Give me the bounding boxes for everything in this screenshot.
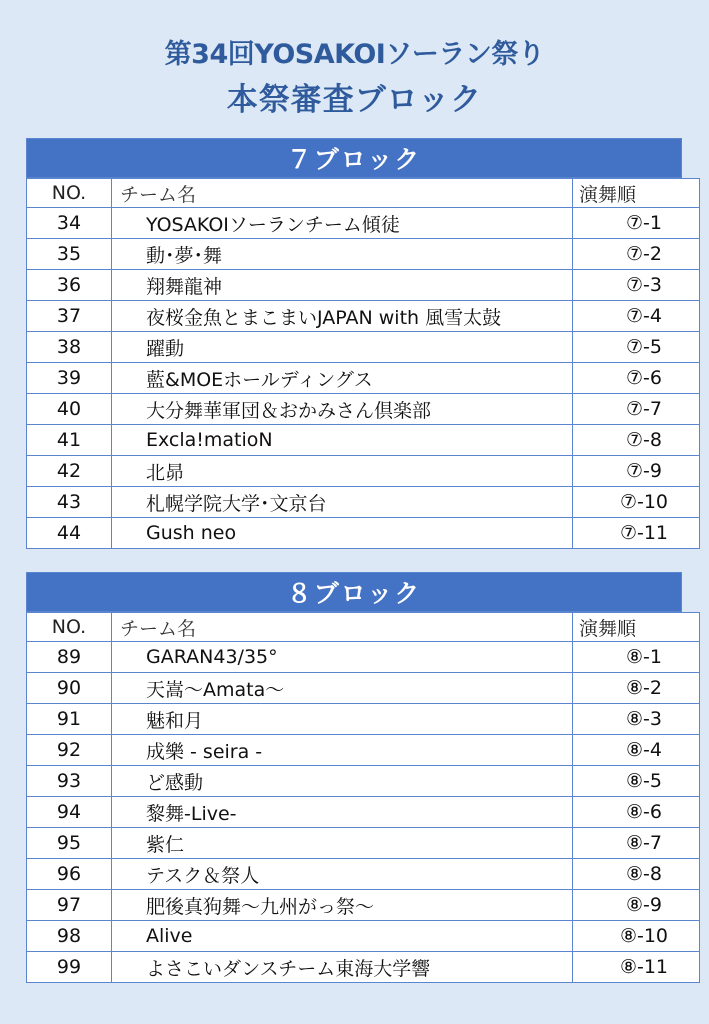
page-title: 第34回YOSAKOIソーラン祭り	[164, 39, 545, 70]
block-heading: ８ブロック	[26, 572, 682, 612]
column-header-order: 演舞順	[573, 613, 700, 642]
table-row	[27, 704, 700, 735]
cell-team-name: 成樂 - seira -	[112, 735, 573, 766]
block-8	[26, 572, 682, 983]
table-header-row	[27, 179, 700, 208]
table-row	[27, 642, 700, 673]
cell-team-name: 魅和月	[112, 704, 573, 735]
cell-team-name: よさこいダンスチーム東海大学響	[112, 952, 573, 983]
table-row	[27, 673, 700, 704]
cell-no: 39	[27, 363, 112, 394]
table-row	[27, 518, 700, 549]
column-header-name: チーム名	[112, 613, 573, 642]
cell-no: 44	[27, 518, 112, 549]
table-row	[27, 797, 700, 828]
table-row	[27, 828, 700, 859]
cell-no: 41	[27, 425, 112, 456]
cell-order: ⑦-10	[573, 487, 700, 518]
cell-order: ⑧-9	[573, 890, 700, 921]
table-row	[27, 859, 700, 890]
block-7	[26, 138, 682, 549]
table-row	[27, 456, 700, 487]
cell-order: ⑦-2	[573, 239, 700, 270]
cell-team-name: Excla!matioN	[112, 425, 573, 456]
table-row	[27, 890, 700, 921]
cell-no: 96	[27, 859, 112, 890]
table-row	[27, 425, 700, 456]
cell-no: 36	[27, 270, 112, 301]
table-row	[27, 394, 700, 425]
cell-no: 98	[27, 921, 112, 952]
cell-order: ⑧-4	[573, 735, 700, 766]
cell-team-name: YOSAKOIソーランチーム傾徒	[112, 208, 573, 239]
cell-no: 42	[27, 456, 112, 487]
cell-no: 99	[27, 952, 112, 983]
table-row	[27, 239, 700, 270]
cell-order: ⑧-6	[573, 797, 700, 828]
cell-no: 40	[27, 394, 112, 425]
cell-team-name: 天嵩～Amata～	[112, 673, 573, 704]
cell-team-name: 夜桜金魚とまこまいJAPAN with 風雪太鼓	[112, 301, 573, 332]
cell-order: ⑦-6	[573, 363, 700, 394]
cell-no: 93	[27, 766, 112, 797]
table-row	[27, 766, 700, 797]
column-header-name: チーム名	[112, 179, 573, 208]
table-row	[27, 487, 700, 518]
cell-team-name: 躍動	[112, 332, 573, 363]
cell-no: 91	[27, 704, 112, 735]
table-header-row	[27, 613, 700, 642]
cell-order: ⑧-10	[573, 921, 700, 952]
table-row	[27, 332, 700, 363]
cell-order: ⑧-5	[573, 766, 700, 797]
cell-no: 34	[27, 208, 112, 239]
cell-order: ⑦-5	[573, 332, 700, 363]
column-header-no: NO.	[27, 613, 112, 642]
cell-order: ⑧-3	[573, 704, 700, 735]
table-row	[27, 363, 700, 394]
team-table	[26, 612, 700, 983]
cell-no: 89	[27, 642, 112, 673]
cell-order: ⑦-8	[573, 425, 700, 456]
cell-team-name: 大分舞華軍団＆おかみさん倶楽部	[112, 394, 573, 425]
cell-order: ⑧-1	[573, 642, 700, 673]
cell-order: ⑧-8	[573, 859, 700, 890]
cell-order: ⑦-11	[573, 518, 700, 549]
cell-no: 90	[27, 673, 112, 704]
table-row	[27, 735, 700, 766]
cell-team-name: 札幌学院大学･文京台	[112, 487, 573, 518]
cell-team-name: 動･夢･舞	[112, 239, 573, 270]
cell-order: ⑦-1	[573, 208, 700, 239]
table-row	[27, 952, 700, 983]
cell-no: 37	[27, 301, 112, 332]
table-row	[27, 921, 700, 952]
table-row	[27, 301, 700, 332]
cell-team-name: テスク＆祭人	[112, 859, 573, 890]
cell-team-name: 紫仁	[112, 828, 573, 859]
cell-no: 95	[27, 828, 112, 859]
cell-order: ⑦-9	[573, 456, 700, 487]
cell-team-name: ど感動	[112, 766, 573, 797]
cell-no: 97	[27, 890, 112, 921]
table-row	[27, 270, 700, 301]
block-heading: ７ブロック	[26, 138, 682, 178]
cell-order: ⑦-7	[573, 394, 700, 425]
cell-team-name: GARAN43/35°	[112, 642, 573, 673]
cell-no: 92	[27, 735, 112, 766]
column-header-order: 演舞順	[573, 179, 700, 208]
page-subtitle: 本祭審査ブロック	[226, 82, 483, 118]
cell-no: 38	[27, 332, 112, 363]
cell-team-name: 北昴	[112, 456, 573, 487]
cell-team-name: Gush neo	[112, 518, 573, 549]
cell-team-name: 黎舞-Live-	[112, 797, 573, 828]
cell-team-name: Alive	[112, 921, 573, 952]
cell-team-name: 肥後真狗舞～九州がっ祭～	[112, 890, 573, 921]
cell-order: ⑦-3	[573, 270, 700, 301]
cell-team-name: 藍&MOEホールディングス	[112, 363, 573, 394]
team-table	[26, 178, 700, 549]
table-row	[27, 208, 700, 239]
cell-no: 43	[27, 487, 112, 518]
column-header-no: NO.	[27, 179, 112, 208]
cell-order: ⑧-7	[573, 828, 700, 859]
cell-order: ⑧-11	[573, 952, 700, 983]
cell-team-name: 翔舞龍神	[112, 270, 573, 301]
cell-no: 94	[27, 797, 112, 828]
cell-no: 35	[27, 239, 112, 270]
cell-order: ⑧-2	[573, 673, 700, 704]
cell-order: ⑦-4	[573, 301, 700, 332]
